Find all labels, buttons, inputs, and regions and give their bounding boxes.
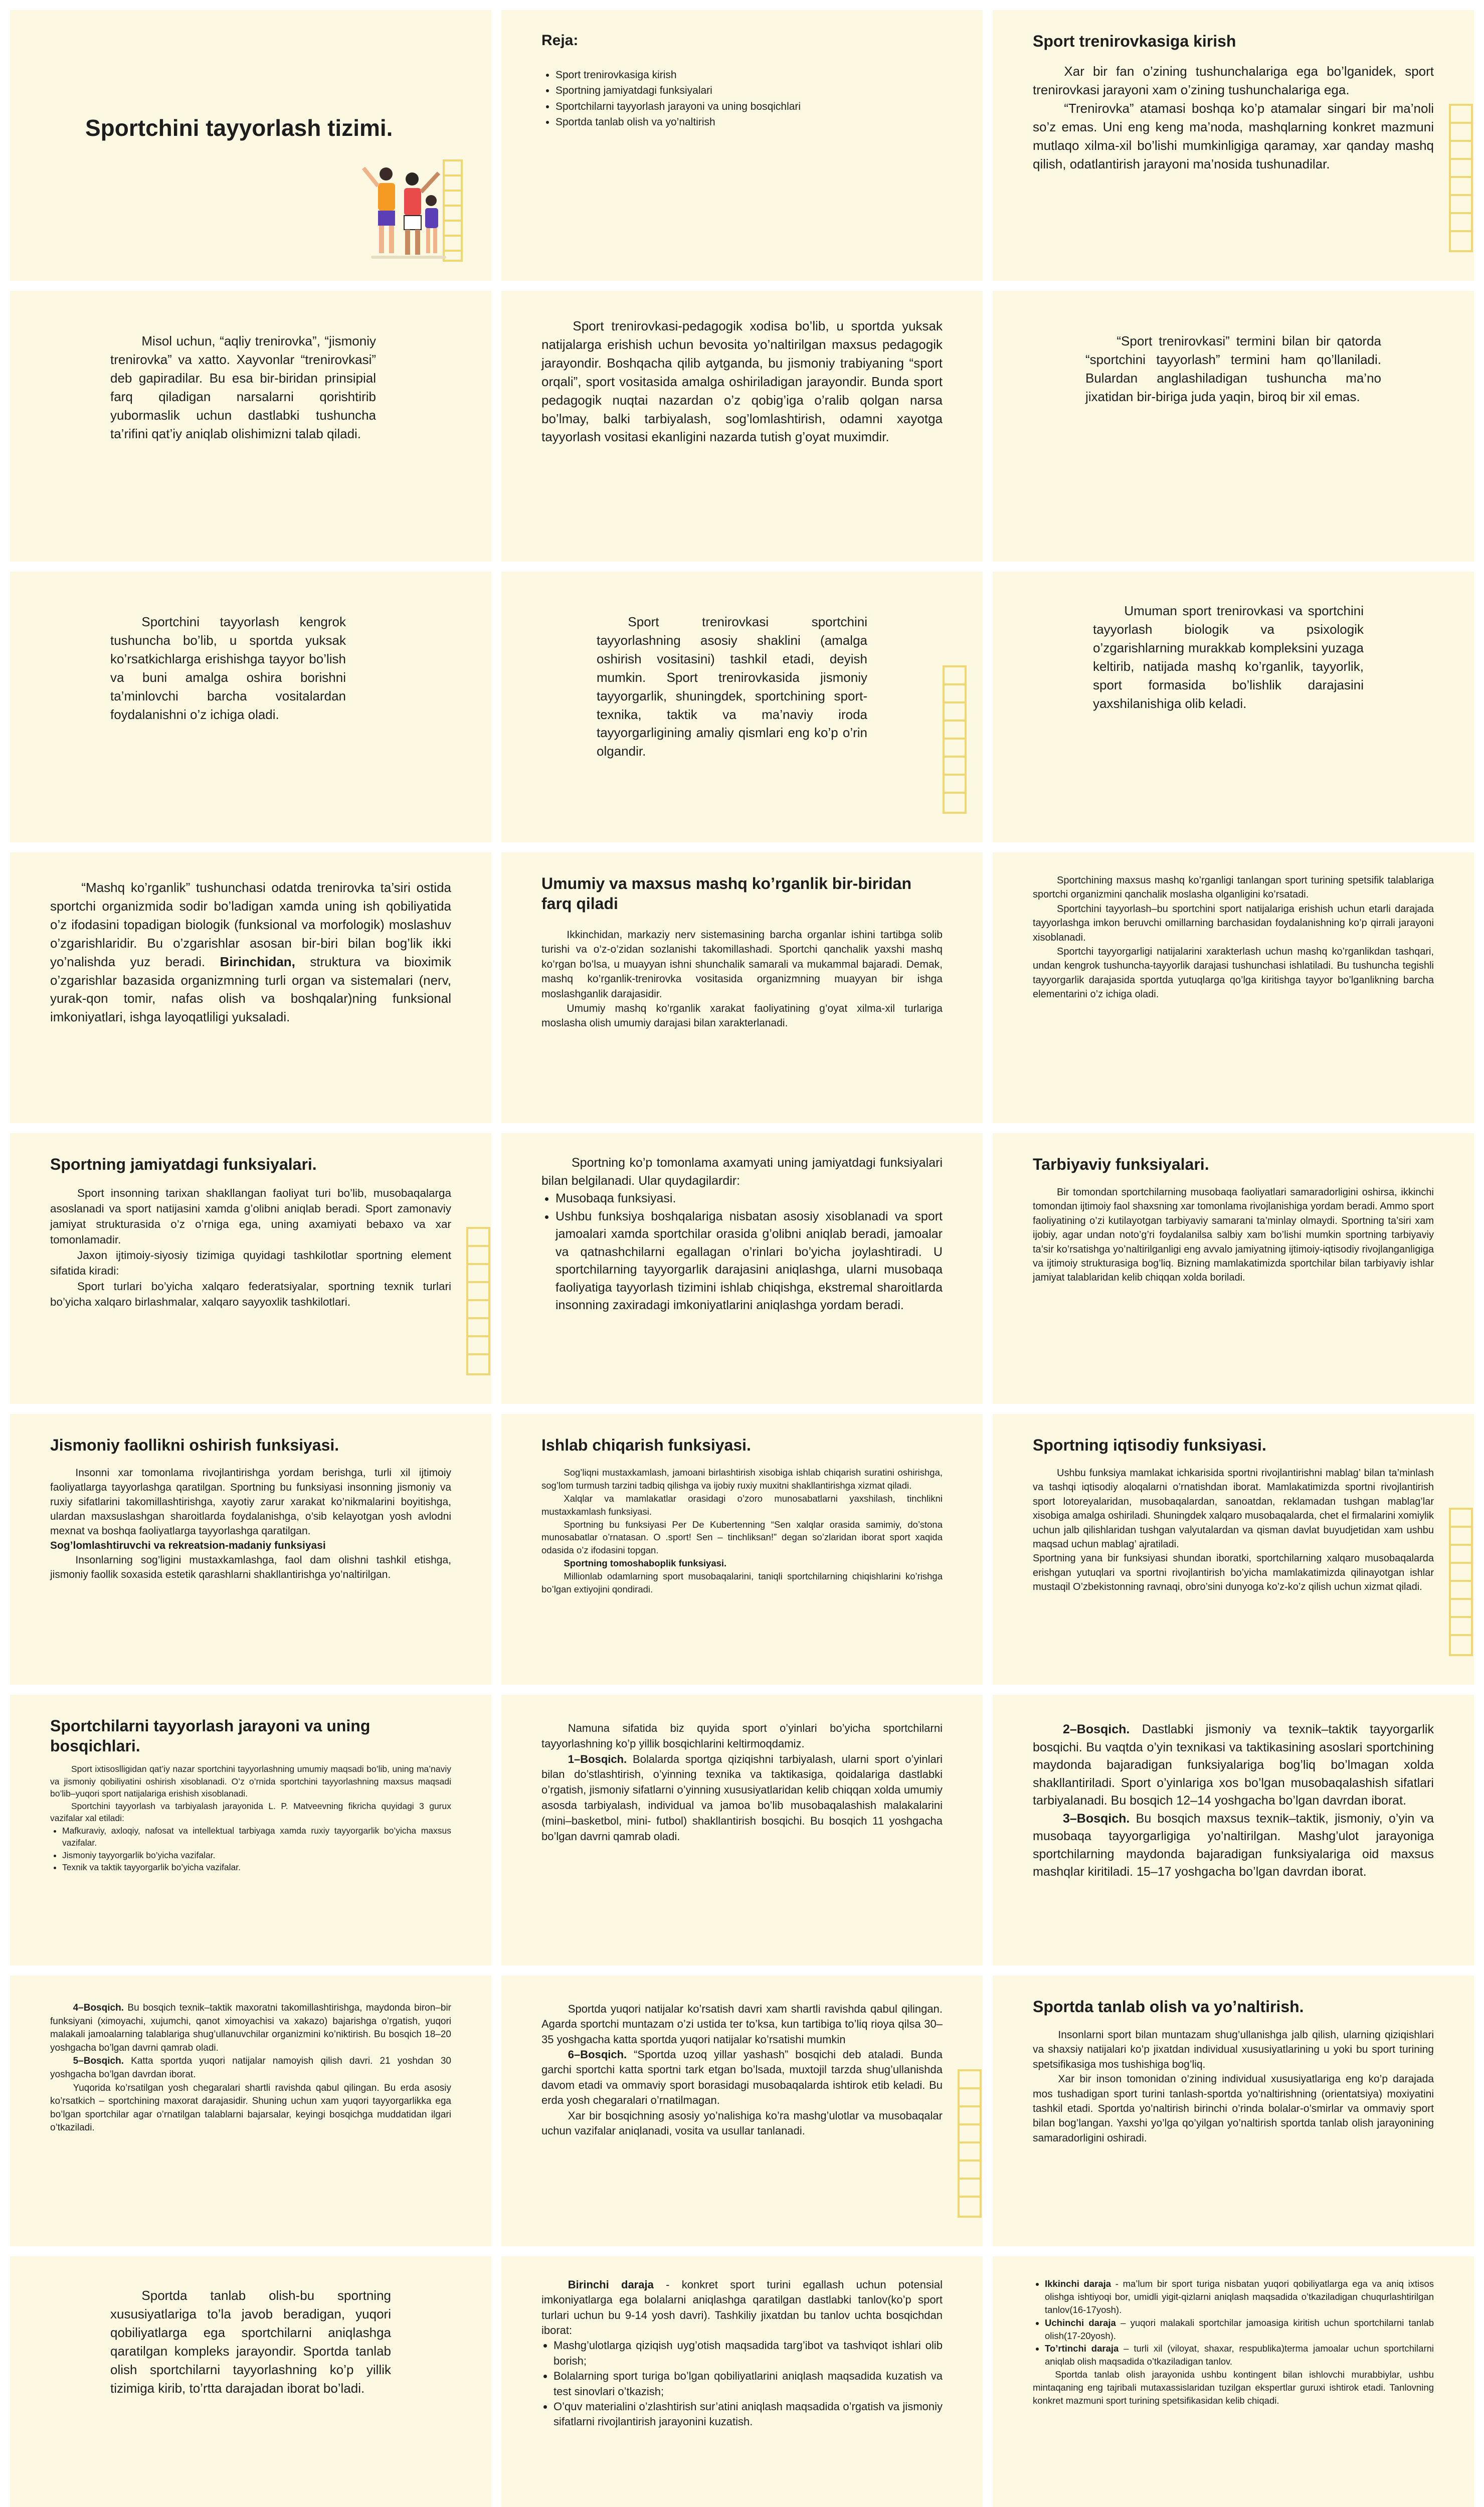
slide-text[interactable] — [501, 572, 983, 842]
paragraph: “Mashq ko’rganlik” tushunchasi odatda trenirovka ta’siri ostida sportchi organizmida sodir bo’ladigan xamda uning ish qobiliyatida o’z ifodasini topadigan biologik (funksional va morfologik) moslashuv o’zgarishlaridir. Bu o’zgarishlar asosan bir-biri bilan bog’lik ikki yo’nalishda yuz beradi. Birinchidan, struktura va bioximik o’zgarishlar bazasida organizmning turli organ va sistemalari (nerv, yurak-qon tomir, nafas olish va boshqalar)ning funksional imkoniyatlari, ishga layoqatliligi yuksaladi. — [50, 880, 451, 1025]
list-item: • Ikkinchi daraja - ma’lum bir sport turiga nisbatan yuqori qobiliyatlarga ega va aniq ixtisos olishga ishtiyoqi bor, umidli yigit-qizlarni aniqlash maqsadida o’tkaziladigan chuqurlashtirilgan tanlov(16-17yosh). — [1045, 2277, 1434, 2316]
paragraph: Bir tomondan sportchilarning musobaqa faoliyatlari samaradorligini oshirsa, ikkinchi tomondan ijtimoiy faol shaxsning xar tomonlama rivojlanishiga yordam beradi. Ammo sport faoliyatining o’zi kutilayotgan tarbiyaviy samarani ta’minlay olmaydi. Sportning ta’siri xam ijobiy, agar undan noto’g’ri foydalanilsa salbiy xam bo’lishi mumkin sportning tarbiyaviy ta’sir ko’rsatishga yo’naltirilganligi eng avvalo jamiyatning ijtimoiy-iqtisodiy rivojlanganligiga va ijtimoiy strukturasiga bog’liq. Bizning mamlakatimizda sportchilar bilan tarbiyaviy ishlar jamiyat talablaridan kelib chiqqan xolda boriladi. — [1033, 1187, 1434, 1284]
function-list — [541, 1190, 943, 1315]
list-item: • Musobaqa funksiyasi. — [555, 1190, 943, 1208]
paragraph: Sportchining maxsus mashq ko’rganligi tanlangan sport turining spetsifik talablariga sportchi organizmini qanchalik moslasha olganligini ko’rsatadi. — [1033, 875, 1434, 901]
slide-text[interactable] — [10, 1133, 491, 1404]
paragraph: Sportchini tayyorlash–bu sportchini sport natijalariga erishish uchun etarli darajada tayyorlashga imkon beruvchi omillarning barchasidan foydalanishning ko’p qirrali jarayoni xisoblanadi. — [1033, 903, 1434, 943]
ladder-decoration-icon — [933, 664, 968, 815]
paragraph: Sog’liqni mustaxkamlash, jamoani birlashtirish xisobiga ishlab chiqarish suratini oshirishga, sog’lom turmush tarzini tadbiq qilishga va ijobiy ruxiy muxitni shakllantirishga xizmat qiladi. — [541, 1467, 943, 1491]
paragraph: Umumiy mashq ko’rganlik xarakat faoliyatining g’oyat xilma-xil turlariga moslasha olish umumiy darajasi bilan xarakterlanadi. — [541, 1002, 943, 1029]
paragraph: 3–Bosqich. Bu bosqich maxsus texnik–taktik, jismoniy, o’yin va musobaqa tayyorgarligiga yo’naltirilgan. Mashg’ulot jarayoniga sportchilarning maydonda bajaradigan funksiyalariga oid maxsus mashqlar kiritiladi. 15–17 yoshgacha bo’lgan davrdan iborat. — [1033, 1811, 1434, 1879]
slide-text[interactable] — [993, 1695, 1474, 1965]
slide-text[interactable] — [501, 1695, 983, 1965]
slide-text[interactable] — [10, 1695, 491, 1965]
slide-text[interactable] — [501, 1976, 983, 2246]
list-item: • O’quv materialini o’zlashtirish sur’atini aniqlash maqsadida o’rgatish va jismoniy sifatlarni rivojlantirish jarayonini kuzatish. — [553, 2399, 943, 2430]
slide-text[interactable] — [10, 852, 491, 1123]
paragraph: Insonni xar tomonlama rivojlantirishga yordam berishga, turli xil ijtimoiy faoliyatlarga tayyorlashga qaratilgan. Sportning bu funksiyasi insonning jismoniy va ruxiy sifatlarini takomillashtirishga, xayotiy zarur xarakat ko’nikmalarini boyitishga, ulardan maxsuslashgan sharoitlarda foydalanishga, o’sib kelayotgan yosh avlodni mexnat va boshqa faoliyatlarga tayyorlashga qaratilgan. — [50, 1467, 451, 1537]
paragraph: Sport trenirovkasi sportchini tayyorlashning asosiy shaklini (amalga oshirish vositasini) tashkil etadi, deyish mumkin. Sport trenirovkasida jismoniy tayyorgarlik, shuningdek, sportchining sport-texnika, taktik va ma’naviy iroda tayyorgarligining amaliy qismlari eng ko’p o’rin olgandir. — [597, 614, 867, 759]
paragraph: Birinchi daraja - konkret sport turini egallash uchun potensial imkoniyatlarga ega bolalarni aniqlashga qaratilgan dastlabki tanlov(ko’p sport turlari uchun bu 9-14 yosh davri). Tashkiliy jixatdan bu tanlov uchta bosqichdan iborat: — [541, 2278, 943, 2337]
slide-text[interactable] — [10, 1414, 491, 1685]
paragraph: 2–Bosqich. Dastlabki jismoniy va texnik–taktik tayyorgarlik bosqichi. Bu vaqtda o’yin texnikasi va taktikasining asoslari sportchining maydonda bajaradigan funksiyalariga bog’liq bo’lmagan xolda shakllantiriladi. Sport o’yinlariga xos bo’lgan musobaqalashish sifatlari tarbiyalanadi. Bu bosqich 12–14 yoshgacha bo’lgan davrdan iborat. — [1033, 1722, 1434, 1808]
slide-intro[interactable] — [993, 10, 1474, 281]
paragraph: Xar bir inson tomonidan o’zining individual xususiyatlariga eng ko’p darajada mos tushadigan sport turini tanlash-sportda yo’naltirishning (orientatsiya) moxiyatini tashkil etadi. Sportda yo’naltirish birinchi o’rinda bolalar-o’smirlar va ommaviy sport bilan bog’langan. Yaxshi yo’lga qo’yilgan yo’naltirish sportda tanlab olish jarayonining samaradorligini oshiradi. — [1033, 2073, 1434, 2144]
ladder-decoration-icon — [1439, 1507, 1474, 1657]
slide-text[interactable] — [993, 1133, 1474, 1404]
slide-text[interactable] — [993, 1414, 1474, 1685]
list-item: • Sportning jamiyatdagi funksiyalari — [555, 83, 943, 99]
subheading: Sportning tomoshaboplik funksiyasi. — [564, 1558, 727, 1569]
paragraph: 1–Bosqich. Bolalarda sportga qiziqishni tarbiyalash, ularni sport o’yinlari bilan do’stlashtirish, o’yinning texnika va taktikasiga, qoidalariga dastlabki o’rgatish, jismoniy sifatlarni o’yinning xususiyatlaridan kelib chiqqan xolda umumiy asosda tarbiyalash, individual va jamoa bo’lib musobaqalashish malakalarini (mini–basketbol, mini- futbol) shakllantirish bosqichi. Bu bosqich 11 yoshgacha bo’lgan davrni qamrab oladi. — [541, 1752, 943, 1843]
paragraph: Millionlab odamlarning sport musobaqalarini, taniqli sportchilarning chiqishlarini ko’rishga bo’lgan extiyojini qondiradi. — [541, 1571, 943, 1595]
paragraph: 4–Bosqich. Bu bosqich texnik–taktik maxoratni takomillashtirishga, maydonda biron–bir funksiyani (ximoyachi, xujumchi, qanot ximoyachisi va xakazo) bajarishga o’rgatish, yuqori malakali jamoalarning talablariga shug’ullanuvchilar organizmini ko’niktirish. Bu bosqich 18–20 yoshgacha bo’lgan davrni qamrab oladi. — [50, 2003, 451, 2053]
slide-heading: Sportning jamiyatdagi funksiyalari. — [50, 1155, 317, 1173]
ladder-decoration-icon — [456, 1226, 491, 1376]
list-item: • Sport trenirovkasiga kirish — [555, 67, 943, 83]
list-item: • Mashg’ulotlarga qiziqish uyg’otish maqsadida targ’ibot va tashviqot ishlari olib borish; — [553, 2338, 943, 2369]
plan-heading: Reja: — [541, 32, 579, 49]
list-item: • Sportda tanlab olish va yo’naltirish — [555, 114, 943, 130]
list-item: • To’rtinchi daraja – turli xil (viloyat, shaxar, respublika)terma jamoalar uchun sportchilarni aniqlab olish maqsadida o’tkaziladigan tanlov. — [1045, 2342, 1434, 2368]
slide-heading: Sport trenirovkasiga kirish — [1033, 32, 1236, 50]
stage-list — [541, 2338, 943, 2429]
list-item: • Ushbu funksiya boshqalariga nisbatan asosiy xisoblanadi va sport jamoalari xamda sportchilar orasida g’olibni aniqlab beradi, jamoalar va qatnashchilarni egallagan o’rinlari bo’yicha joylashtiradi. U sportchilarning tayyorgarlik darajasini aniqlashga, ularni musobaqa faoliyatiga tayyorlash tizimini ishlab chiqishga, ekstremal sharoitlarda insonning zaxiradagi imkoniyatlarini aniqlashga yordam beradi. — [555, 1208, 943, 1315]
list-item: • Bolalarning sport turiga bo’lgan qobiliyatlarini aniqlash maqsadida kuzatish va test sinovlari o’tkazish; — [553, 2369, 943, 2399]
paragraph: Sportchini tayyorlash kengrok tushuncha bo’lib, u sportda yuksak ko’rsatkichlarga erishishga tayyor bo’lish va buni amalga oshira borishni ta’minlovchi barcha vositalardan foydalanishni o’z ichiga oladi. — [110, 614, 346, 722]
slide-text[interactable] — [10, 2256, 491, 2507]
paragraph: Ushbu funksiya mamlakat ichkarisida sportni rivojlantirishni mablag’ bilan ta’minlash va tashqi iqtisodiy aloqalarni o’rnatishdan iborat. Mamlakatimizda sportni rivojlantirish sport lotoreyalaridan, musobaqalardan, sanoatdan, reklamadan tushgan mablag’lar xisobiga amalga oshiriladi. Shuningdek xalqaro musobaqalarda, chet el firmalarini xomiylik uchun jalb qilishlaridan tushgan valyutalardan va qisman davlat buyudjetidan xam ushbu maqsad uchun mablag’ ajratiladi. — [1033, 1468, 1434, 1550]
slide-heading: Umumiy va maxsus mashq ko’rganlik bir-biridan farq qiladi — [541, 874, 911, 913]
paragraph: Sport turlari bo’yicha xalqaro federatsiyalar, sportning texnik turlari bo’yicha xalqaro birlashmalar, xalqaro sayyoxlik tashkilotlari. — [50, 1280, 451, 1309]
paragraph: Ikkinchidan, markaziy nerv sistemasining barcha organlar ishini tartibga solib turishi va o’z-o’zidan sozlanishi takomillashadi. Sportchi qanchalik yaxshi mashq ko’rgan bo’lsa, u muayyan ishni shunchalik samarali va mukammal bajaradi. Demak, mashq ko’rganlik-trenirovka vositasida organizmning muayyan bir ishga moslashganlik darajasidir. — [541, 929, 943, 1000]
paragraph: Sportda tanlab olish-bu sportning xususiyatlariga to’la javob beradigan, yuqori qobiliyatlarga ega sportchilarni aniqlashga qaratilgan kompleks jarayondir. Sportda tanlab olish sportchilarni tayyorlashning ko’p yillik tizimiga kirib, to’rtta darajadan iborat bo’ladi. — [110, 2288, 391, 2396]
paragraph: Xar bir fan o’zining tushunchalariga ega bo’lganidek, sport trenirovkasi jarayoni xam o’zining tushunchalariga ega. — [1033, 64, 1434, 97]
plan-list — [541, 67, 943, 130]
list-item: • Mafkuraviy, axloqiy, nafosat va intellektual tarbiyaga xamda ruxiy tayyorgarlik bo’yicha maxsus vazifalar. — [62, 1825, 451, 1849]
slide-heading: Sportchilarni tayyorlash jarayoni va uning bosqichlari. — [50, 1717, 370, 1755]
paragraph: Insonlarni sport bilan muntazam shug’ullanishga jalb qilish, ularning qiziqishlari va shaxsiy natijalari ko’p jixatdan individual xususiyatlarining u yoki bu sport turining spetsifikasiga mos tushishiga bog’liq. — [1033, 2029, 1434, 2070]
ladder-decoration-icon — [948, 2068, 983, 2219]
slide-text[interactable] — [501, 1414, 983, 1685]
slide-plan[interactable] — [501, 10, 983, 281]
paragraph: Sportning bu funksiyasi Per De Kubertenning “Sen xalqlar orasida samimiy, do’stona munosabatlar o’rnatasan. O .sport! Sen – tinchliksan!” degan so’zlaridan iborat sport xaqida odasida o’z ifodasini topgan. — [541, 1519, 943, 1556]
paragraph: Xalqlar va mamlakatlar orasidagi o’zoro munosabatlarni yaxshilash, tinchlikni mustaxkamlash funksiyasi. — [541, 1493, 943, 1517]
paragraph: Namuna sifatida biz quyida sport o’yinlari bo’yicha sportchilarni tayyorlashning ko’p yillik bosqichlarini keltirmoqdamiz. — [541, 1722, 943, 1750]
paragraph: Insonlarning sog’ligini mustaxkamlashga, faol dam olishni tashkil etishga, jismoniy faollik soxasida estetik qarashlarni shakllantirishga yo’naltirilgan. — [50, 1554, 451, 1580]
paragraph: “Sport trenirovkasi” termini bilan bir qatorda “sportchini tayyorlash” termini ham qo’llaniladi. Bulardan anglashiladigan tushuncha ma’no jixatidan bir-biriga juda yaqin, biroq bir xil emas. — [1085, 333, 1381, 404]
slide-text[interactable] — [993, 852, 1474, 1123]
slide-text[interactable] — [993, 291, 1474, 562]
paragraph: Sport trenirovkasi-pedagogik xodisa bo’lib, u sportda yuksak natijalarga erishish uchun bevosita yo’naltirilgan maxsus pedagogik jarayondir. Boshqacha qilib aytganda, bu jismoniy trabiyaning “sport orqali”, sport vositasida amalga oshiriladigan jarayondir. Bunda sport pedagogik nuqtai nazardan o’z qobig’iga o’ralib qolgan narsa bo’lmay, balki tarbiyalash, sog’lomlashtirish, odamni xayotga tayyorlash vositasi ekanligini nazarda tutish g’oyat muximdir. — [541, 318, 943, 445]
slide-heading: Tarbiyaviy funksiyalari. — [1033, 1155, 1209, 1173]
paragraph: Misol uchun, “aqliy trenirovka”, “jismoniy trenirovka” va xatto. Xayvonlar “trenirovkasi” deb gapiradilar. Bu esa bir-biridan prinsipial farq qiladigan narsalarni qorishtirib yubormaslik uchun dastlabki tushuncha ta’rifini qat’iy aniqlab olishimizni talab qiladi. — [110, 333, 376, 441]
paragraph: Sportning yana bir funksiyasi shundan iboratki, sportchilarning xalqaro musobaqalarda erishgan yutuqlari va sportni rivojlantirish bo’yicha mamlakatimizda qilinayotgan ishlar mustaqil O’zbekistonning ravnaqi, obro’sini dunyoga ko’z-ko’z qilish uchun xizmat qiladi. — [1033, 1553, 1434, 1593]
paragraph: Jaxon ijtimoiy-siyosiy tizimiga quyidagi tashkilotlar sportning element sifatida kiradi: — [50, 1249, 451, 1278]
paragraph: Sportchi tayyorgarligi natijalarini xarakterlash uchun mashq ko’rganlikdan tashqari, undan kengrok tushuncha-tayyorlik darajasi tushunchasi ishlatiladi. Bu tushuncha tegishli tayyorgarlik darajasida sportda yutuqlarga qo’lga kiritishga tayyor bo’lganlikning barcha elementarini o’z ichiga oladi. — [1033, 946, 1434, 1000]
list-item: • Uchinchi daraja – yuqori malakali sportchilar jamoasiga kiritish uchun sportchilarni tanlab olish(17-20yosh). — [1045, 2316, 1434, 2343]
paragraph: 6–Bosqich. “Sportda uzoq yillar yashash” bosqichi deb ataladi. Bunda garchi sportchi katta sportni tark etgan bo’lsada, muxtojil tarzda shug’ullanishda davom etadi va ommaviy sport borasidagi musobaqalarda ishtirok etib keladi. Bu erda yosh chegaralari o’rnatilmagan. — [541, 2048, 943, 2107]
paragraph: Sportda yuqori natijalar ko’rsatish davri xam shartli ravishda qabul qilingan. Agarda sportchi muntazam o’zi ustida ter to’ksa, kun tartibiga to’liq rioya qilsa 30–35 yoshgacha katta sportda yuqori natijalar ko’rsatishi mumkin — [541, 2003, 943, 2046]
slide-text[interactable] — [993, 2256, 1474, 2507]
slide-text[interactable] — [10, 291, 491, 562]
slide-heading: Ishlab chiqarish funksiyasi. — [541, 1436, 751, 1454]
list-item: • Sportchilarni tayyorlash jarayoni va uning bosqichlari — [555, 99, 943, 115]
athletes-illustration-icon — [356, 153, 471, 268]
task-list — [50, 1825, 451, 1874]
paragraph: Sport ixtisoslligidan qat’iy nazar sportchini tayyorlashning umumiy maqsadi bo’lib, uning ma’naviy va jismoniy qobiliyatini oshirish xisoblanadi. O’z o’rnida sportchini tayyorlashning maxsus maqsadi bo’lib–yuqori sport natijalariga erishish xisoblanadi. — [50, 1764, 451, 1799]
slide-text[interactable] — [501, 291, 983, 562]
level-list — [1033, 2277, 1434, 2368]
paragraph: Yuqorida ko’rsatilgan yosh chegaralari shartli ravishda qabul qilingan. Bu erda asosiy ko’rsatkich – sportchining maxorat darajasidir. Shuning uchun xam yuqori tayyorgarlikka ega bo’lgan sportchilar agar o’rnatilgan talablarni bajarsalar, keyingi bosqichga muddatidan ilgari o’tkaziladi. — [50, 2082, 451, 2133]
slide-heading: Sportda tanlab olish va yo’naltirish. — [1033, 1998, 1304, 2016]
slide-text[interactable] — [501, 1133, 983, 1404]
list-item: • Texnik va taktik tayyorgarlik bo’yicha vazifalar. — [62, 1861, 451, 1874]
slide-text[interactable] — [501, 2256, 983, 2507]
slide-text[interactable] — [993, 572, 1474, 842]
slide-heading: Sportning iqtisodiy funksiyasi. — [1033, 1436, 1266, 1454]
paragraph: Umuman sport trenirovkasi va sportchini tayyorlash biologik va psixologik o’zgarishlarning murakkab kompleksini yuzaga keltirib, natijada mashq ko’rganlik, tayyorlik, sport formasida bo’lishlik darajasini yaxshilanishiga olib keladi. — [1093, 603, 1364, 711]
paragraph: Sportning ko’p tomonlama axamyati uning jamiyatdagi funksiyalari bilan belgilanadi. Ular quydagilardir: — [541, 1156, 943, 1188]
paragraph: Sport insonning tarixan shakllangan faoliyat turi bo’lib, musobaqalarga asoslanadi va sport natijasini xamda g’olibni aniqlab beradi. Sport zamonaviy jamiyat strukturasida o’z o’rniga ega, uning axamiyati bebaxo va xar tomonlamadir. — [50, 1187, 451, 1246]
paragraph: Sportda tanlab olish jarayonida ushbu kontingent bilan ishlovchi murabbiylar, ushbu mintaqaning eng tajribali mutaxassislaridan tuzilgan ekspertlar guruxi ishtirok etadi. Tanlovning konkret mazmuni sport turining spetsifikasidan kelib chiqadi. — [1033, 2369, 1434, 2406]
list-item: • Jismoniy tayyorgarlik bo’yicha vazifalar. — [62, 1849, 451, 1862]
slide-text[interactable] — [10, 1976, 491, 2246]
subheading: Sog’lomlashtiruvchi va rekreatsion-madaniy funksiyasi — [50, 1539, 326, 1551]
paragraph: “Trenirovka” atamasi boshqa ko’p atamalar singari bir ma’noli so’z emas. Uni eng keng ma’noda, mashqlarning konkret mazmuni mutlaqo xilma-xil bo’lishi mumkinligiga qaramay, xar qanday mashq qilish, odatlantirish jarayoni ma’nosida tushunadilar. — [1033, 100, 1434, 171]
slide-text[interactable] — [501, 852, 983, 1123]
slide-text[interactable] — [10, 572, 491, 842]
slide-text[interactable] — [993, 1976, 1474, 2246]
ladder-decoration-icon — [1439, 103, 1474, 253]
paragraph: Sportchini tayyorlash va tarbiyalash jarayonida L. P. Matveevning fikricha quyidagi 3 gurux vazifalar xal etiladi: — [50, 1801, 451, 1823]
paragraph: Xar bir bosqichning asosiy yo’nalishiga ko’ra mashg’ulotlar va musobaqalar uchun vazifalar aniqlanadi, vosita va usullar tanlanadi. — [541, 2109, 943, 2137]
paragraph: 5–Bosqich. Katta sportda yuqori natijalar namoyish qilish davri. 21 yoshdan 30 yoshgacha bo’lgan davrdan iborat. — [50, 2056, 451, 2080]
slide-title-text: Sportchini tayyorlash tizimi. — [85, 115, 393, 141]
slide-heading: Jismoniy faollikni oshirish funksiyasi. — [50, 1436, 339, 1454]
slide-title[interactable] — [10, 10, 491, 281]
